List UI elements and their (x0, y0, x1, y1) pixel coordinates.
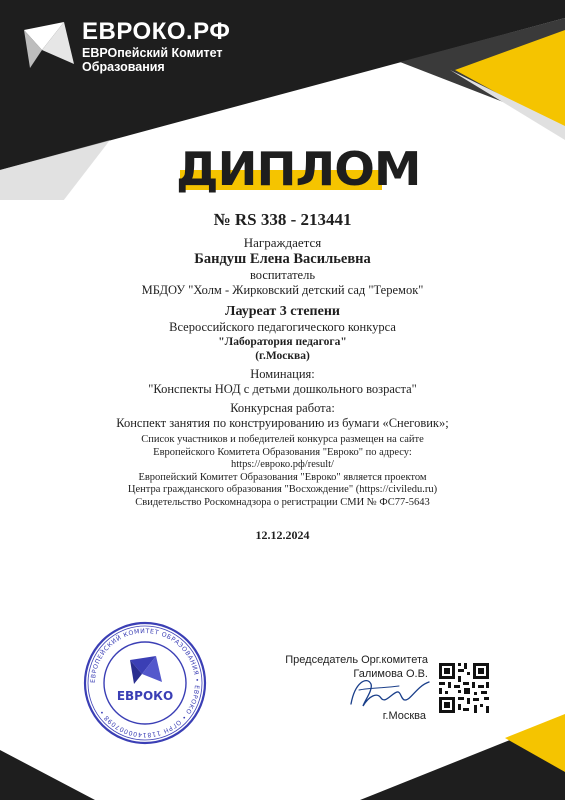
diploma-title: ДИПЛОМ (175, 142, 421, 196)
nomination-label: Номинация: (250, 367, 315, 381)
stamp-center-text: ЕВРОКО (116, 689, 174, 703)
info-line-2: Европейского Комитета Образования "Евроко" по адресу: (153, 446, 412, 458)
recipient-name: Бандуш Елена Васильевна (194, 251, 371, 267)
svg-text:ЕВРОПЕЙСКИЙ КОМИТЕТ ОБРАЗОВАНИ (90, 628, 200, 738)
evroko-logo-icon (20, 20, 78, 72)
chair-name: Галимова О.В. (353, 668, 428, 680)
info-line-4: Европейский Комитет Образования "Евроко" является проектом (138, 471, 427, 483)
signature-city: г.Москва (382, 710, 426, 722)
nomination-value: "Конспекты НОД с детьми дошкольного возраста" (148, 382, 417, 396)
recipient-organization: МБДОУ "Холм - Жирковский детский сад "Теремок" (141, 283, 424, 297)
organization-stamp (82, 620, 208, 746)
stamp-ring-text: ЕВРОПЕЙСКИЙ КОМИТЕТ ОБРАЗОВАНИЯ • ЕВРОКО • ОГРН 1181400007098 • (89, 627, 201, 739)
contest-city: (г.Москва) (255, 350, 310, 362)
brand-logo (20, 18, 260, 78)
brand-subtitle-line1: ЕВРОпейский Комитет (82, 46, 223, 60)
info-line-1: Список участников и победителей конкурса размещен на сайте (141, 434, 424, 445)
results-link[interactable]: https://евроко.рф/result/ (231, 459, 334, 470)
diploma-body (40, 210, 525, 542)
issue-date: 12.12.2024 (255, 528, 310, 542)
chair-title: Председатель Орг.комитета (285, 654, 428, 666)
contest-name: "Лаборатория педагога" (218, 336, 347, 348)
brand-name: ЕВРОКО.РФ (82, 18, 231, 45)
awarded-label: Награждается (243, 235, 322, 250)
contest-type: Всероссийского педагогического конкурса (169, 320, 396, 334)
info-line-6: Свидетельство Роскомнадзора о регистрации СМИ № ФС77-5643 (135, 496, 430, 508)
recipient-position: воспитатель (249, 268, 316, 282)
info-line-5: Центра гражданского образования "Восхождение" (https://civiledu.ru) (127, 484, 438, 495)
work-label: Конкурсная работа: (230, 401, 335, 415)
diploma-number: № RS 338 - 213441 (213, 210, 352, 229)
handwritten-signature (345, 670, 435, 714)
qr-code-icon[interactable] (436, 660, 492, 716)
brand-subtitle-line2: Образования (82, 60, 165, 74)
diploma-heading (175, 142, 421, 196)
work-title: Конспект занятия по конструированию из бумаги «Снеговик»; (116, 416, 449, 430)
laureate-degree: Лауреат 3 степени (225, 304, 340, 319)
